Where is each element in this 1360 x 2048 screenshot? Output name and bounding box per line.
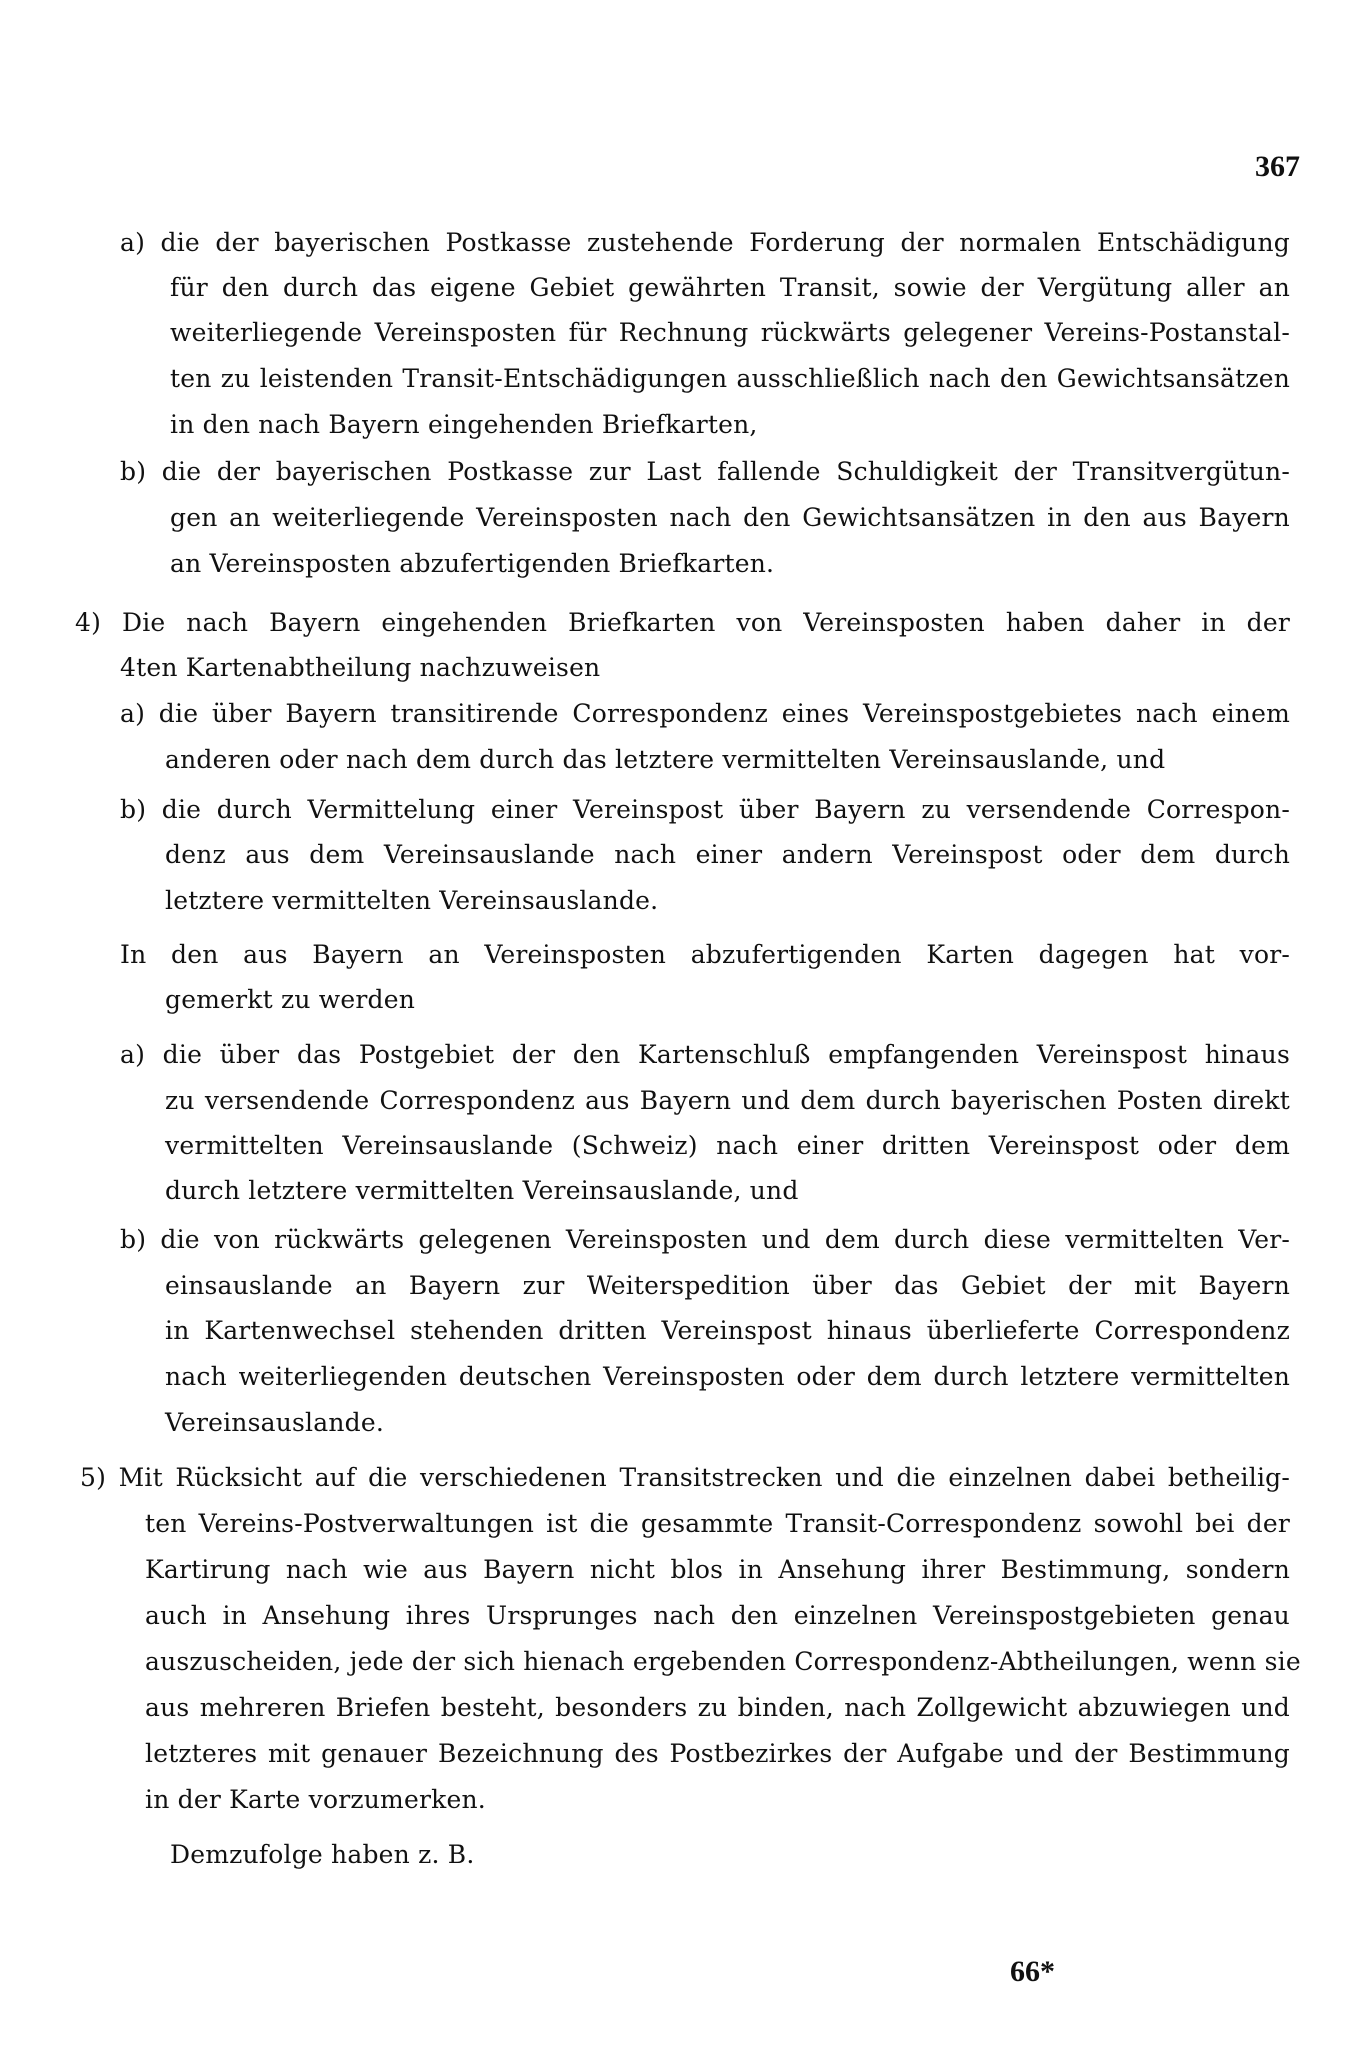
text-line: auszuscheiden, jede der sich hienach ergebenden Correspondenz-Abtheilungen, wenn sie	[145, 1647, 1301, 1676]
text-line: a) die über das Postgebiet der den Kartenschluß empfangenden Vereinspost hinaus	[120, 1040, 1290, 1069]
text-line: b) die durch Vermittelung einer Vereinspost über Bayern zu versendende Correspon-	[120, 795, 1290, 824]
text-line: in den nach Bayern eingehenden Briefkarten,	[170, 410, 758, 439]
text-line: in Kartenwechsel stehenden dritten Vereinspost hinaus überlieferte Correspondenz	[165, 1316, 1290, 1345]
text-line: aus mehreren Briefen besteht, besonders zu binden, nach Zollgewicht abzuwiegen und	[145, 1693, 1290, 1722]
text-line: Vereinsauslande.	[165, 1408, 385, 1437]
text-line: b) die von rückwärts gelegenen Vereinsposten und dem durch diese vermittelten Ver-	[120, 1225, 1290, 1254]
text-line: 5) Mit Rücksicht auf die verschiedenen Transitstrecken und die einzelnen dabei betheilig-	[80, 1463, 1290, 1492]
text-line: durch letztere vermittelten Vereinsauslande, und	[165, 1176, 799, 1205]
text-line: auch in Ansehung ihres Ursprunges nach den einzelnen Vereinspostgebieten genau	[145, 1601, 1290, 1630]
text-line: ten zu leistenden Transit-Entschädigungen ausschließlich nach den Gewichtsansätzen	[170, 364, 1290, 393]
page-number: 367	[1255, 150, 1300, 183]
text-line: für den durch das eigene Gebiet gewährten Transit, sowie der Vergütung aller an	[170, 273, 1290, 302]
text-line: einsauslande an Bayern zur Weiterspedition über das Gebiet der mit Bayern	[165, 1271, 1290, 1300]
text-line: gemerkt zu werden	[165, 985, 416, 1014]
text-line: In den aus Bayern an Vereinsposten abzufertigenden Karten dagegen hat vor-	[120, 940, 1290, 969]
text-line: anderen oder nach dem durch das letztere vermittelten Vereinsauslande, und	[165, 745, 1166, 774]
text-line: in der Karte vorzumerken.	[145, 1785, 486, 1814]
text-line: weiterliegende Vereinsposten für Rechnung rückwärts gelegener Vereins-Postanstal-	[170, 318, 1290, 347]
text-line: gen an weiterliegende Vereinsposten nach den Gewichtsansätzen in den aus Bayern	[170, 503, 1290, 532]
text-line: 4) Die nach Bayern eingehenden Briefkarten von Vereinsposten haben daher in der	[75, 608, 1290, 637]
text-line: Kartirung nach wie aus Bayern nicht blos in Ansehung ihrer Bestimmung, sondern	[145, 1555, 1290, 1584]
text-line: a) die der bayerischen Postkasse zustehende Forderung der normalen Entschädigung	[120, 228, 1290, 257]
text-line: zu versendende Correspondenz aus Bayern und dem durch bayerischen Posten direkt	[165, 1086, 1290, 1115]
text-line: vermittelten Vereinsauslande (Schweiz) nach einer dritten Vereinspost oder dem	[165, 1131, 1290, 1160]
text-line: a) die über Bayern transitirende Correspondenz eines Vereinspostgebietes nach einem	[120, 699, 1290, 728]
text-line: nach weiterliegenden deutschen Vereinsposten oder dem durch letztere vermittelten	[165, 1362, 1290, 1391]
text-line: 4ten Kartenabtheilung nachzuweisen	[120, 653, 601, 682]
text-line: ten Vereins-Postverwaltungen ist die gesammte Transit-Correspondenz sowohl bei der	[145, 1509, 1290, 1538]
text-line: Demzufolge haben z. B.	[170, 1840, 475, 1869]
text-line: letzteres mit genauer Bezeichnung des Postbezirkes der Aufgabe und der Bestimmung	[145, 1739, 1290, 1768]
text-line: letztere vermittelten Vereinsauslande.	[165, 886, 659, 915]
text-line: denz aus dem Vereinsauslande nach einer andern Vereinspost oder dem durch	[165, 840, 1290, 869]
text-line: an Vereinsposten abzufertigenden Briefkarten.	[170, 549, 775, 578]
text-line: b) die der bayerischen Postkasse zur Last fallende Schuldigkeit der Transitvergütun-	[120, 457, 1290, 486]
signature-mark: 66*	[1010, 1955, 1055, 1988]
